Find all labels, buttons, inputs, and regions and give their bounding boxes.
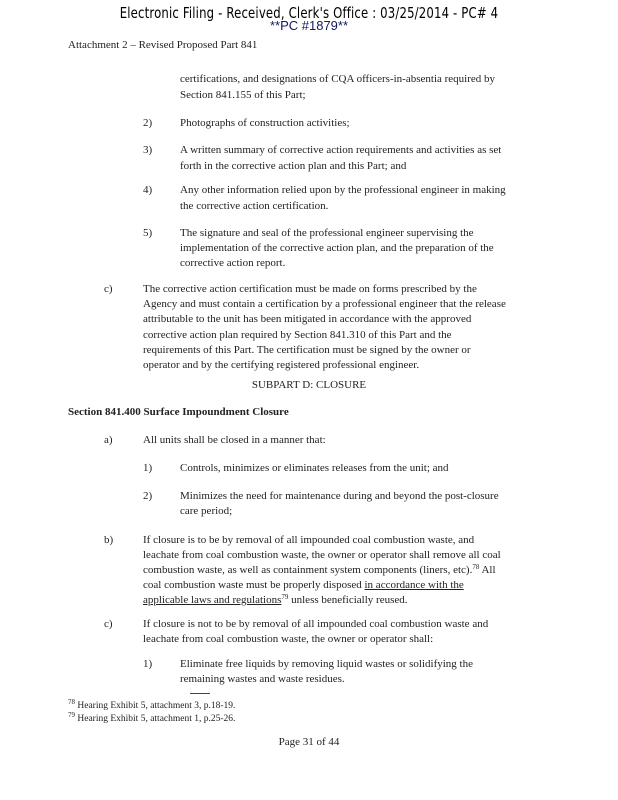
text-line: requirements of this Part. The certification must be signed by the owner or	[143, 344, 471, 356]
text-line	[143, 564, 496, 577]
footnote-text: Hearing Exhibit 5, attachment 3, p.18-19.	[75, 701, 236, 711]
text-line: forth in the corrective action plan and this Part; and	[180, 160, 407, 172]
text: All	[479, 564, 496, 576]
footnote-number: 79	[68, 711, 75, 719]
footnote-separator	[190, 693, 210, 694]
text: combustion waste, as well as containment system components (liners, etc).	[143, 564, 473, 576]
text-line: Controls, minimizes or eliminates releases from the unit; and	[180, 462, 449, 474]
footnote	[68, 713, 235, 726]
page-number: Page 31 of 44	[278, 736, 340, 748]
text-line: If closure is not to be by removal of all impounded coal combustion waste and	[143, 618, 489, 630]
text-line: the corrective action certification.	[180, 200, 329, 212]
footnote-ref[interactable]: 78	[472, 563, 480, 571]
text-line: implementation of the corrective action plan, and the preparation of the	[180, 242, 494, 254]
text-line: A written summary of corrective action requirements and activities as set	[180, 144, 502, 156]
text-line: Minimizes the need for maintenance during and beyond the post-closure	[180, 490, 499, 502]
section-heading: Section 841.400 Surface Impoundment Closure	[68, 406, 289, 418]
item-number: c)	[104, 283, 113, 295]
text-line: leachate from coal combustion waste, the owner or operator shall remove all coal	[143, 549, 501, 561]
item-number: b)	[104, 534, 114, 546]
inserted-text: applicable laws and regulations	[143, 594, 282, 606]
text-line: Eliminate free liquids by removing liquid wastes or solidifying the	[180, 658, 473, 670]
inserted-text: in accordance with the	[364, 579, 464, 591]
text-line: Section 841.155 of this Part;	[180, 89, 306, 101]
footnote-ref[interactable]: 79	[281, 593, 289, 601]
item-number: 1)	[143, 658, 153, 670]
text-line: corrective action plan required by Section 841.310 of this Part and the	[143, 329, 452, 341]
text-line: The signature and seal of the professional engineer supervising the	[180, 227, 474, 239]
footnote-text: Hearing Exhibit 5, attachment 1, p.25-26.	[75, 714, 236, 724]
item-number: 1)	[143, 462, 153, 474]
text-line	[143, 594, 408, 607]
text-line: care period;	[180, 505, 233, 517]
item-number: 4)	[143, 184, 153, 196]
text-line: Agency and must contain a certification by a professional engineer that the release	[143, 298, 506, 310]
item-number: c)	[104, 618, 113, 630]
text: unless beneficially reused.	[288, 594, 408, 606]
text-line: If closure is to be by removal of all impounded coal combustion waste, and	[143, 534, 475, 546]
text-line	[143, 579, 464, 592]
item-number: 2)	[143, 117, 153, 129]
item-number: a)	[104, 434, 113, 446]
subpart-heading: SUBPART D: CLOSURE	[251, 379, 367, 391]
text-line: leachate from coal combustion waste, the owner or operator shall:	[143, 633, 434, 645]
footnote-number: 78	[68, 698, 75, 706]
item-number: 2)	[143, 490, 153, 502]
item-number: 5)	[143, 227, 153, 239]
footnote	[68, 700, 235, 713]
text-line: certifications, and designations of CQA officers-in-absentia required by	[180, 73, 496, 85]
item-number: 3)	[143, 144, 153, 156]
text-line: Any other information relied upon by the professional engineer in making	[180, 184, 506, 196]
text-line: remaining wastes and waste residues.	[180, 673, 345, 685]
filing-stamp: Electronic Filing - Received, Clerk's Office : 03/25/2014 - PC# 4	[119, 4, 499, 22]
running-header: Attachment 2 – Revised Proposed Part 841	[68, 39, 258, 51]
text-line: The corrective action certification must be made on forms prescribed by the	[143, 283, 477, 295]
text-line: All units shall be closed in a manner that:	[143, 434, 326, 446]
text-line: corrective action report.	[180, 257, 286, 269]
text-line: operator and by the certifying registered professional engineer.	[143, 359, 420, 371]
pc-number: **PC #1879**	[269, 18, 349, 33]
text-line: attributable to the unit has been mitigated in accordance with the approved	[143, 313, 472, 325]
text: coal combustion waste must be properly disposed	[143, 579, 365, 591]
text-line: Photographs of construction activities;	[180, 117, 350, 129]
